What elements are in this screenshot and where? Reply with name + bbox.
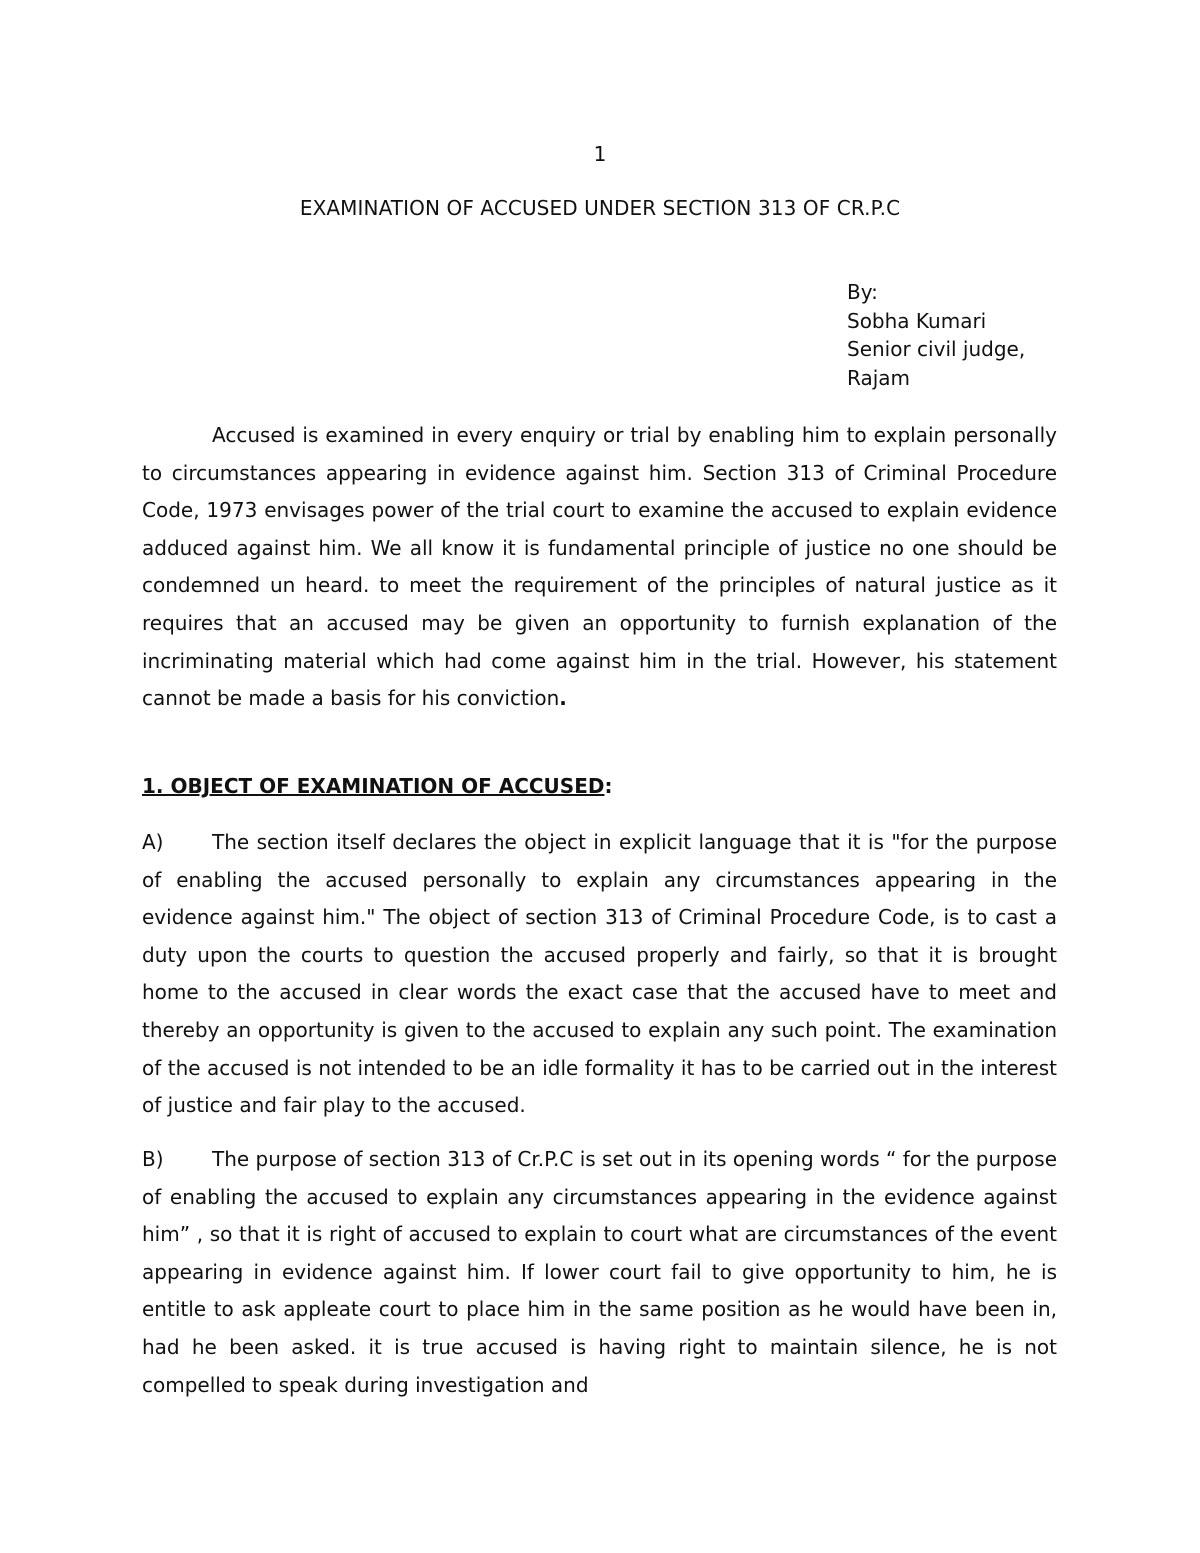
- paragraph-b-marker: B): [142, 1147, 164, 1171]
- author-place: Rajam: [847, 365, 911, 390]
- section-heading-suffix: :: [604, 774, 613, 798]
- paragraph-a: [142, 824, 1057, 1125]
- section-heading: [142, 774, 612, 798]
- paragraph-b: [142, 1141, 1057, 1404]
- intro-end-mark: .: [559, 686, 567, 711]
- paragraph-a-text: The section itself declares the object in explicit language that it is "for the purpose of enabling the accused personally to explain any circumstances appearing in the evidence against him." The object of section 313 of Criminal Procedure Code, is to cast a duty upon the courts to question the accused properly and fairly, so that it is brought home to the accused in clear words the exact case that the accused have to meet and thereby an opportunity is given to the accused to explain any such point. The examination of the accused is not intended to be an idle formality it has to be carried out in the interest of justice and fair play to the accused.: [142, 830, 1057, 1118]
- author-designation: Senior civil judge,: [847, 337, 1026, 361]
- paragraph-a-marker: A): [142, 830, 164, 854]
- paragraph-b-text: The purpose of section 313 of Cr.P.C is set out in its opening words “ for the purpose of enabling the accused to explain any circumstances appearing in the evidence against him” , so that it is right of accused to explain to court what are circumstances of the event appearing in evidence against him. If lower court fail to give opportunity to him, he is entitle to ask appleate court to place him in the same position as he would have been in, had he been asked. it is true accused is having right to maintain silence, he is not compelled to speak during investigation and: [142, 1147, 1057, 1397]
- section-heading-text: 1. OBJECT OF EXAMINATION OF ACCUSED: [142, 774, 605, 798]
- author-name: Sobha Kumari: [847, 308, 987, 333]
- author-block: [847, 278, 1025, 392]
- page-number: 1: [593, 142, 607, 166]
- document-title: EXAMINATION OF ACCUSED UNDER SECTION 313 OF CR.P.C: [299, 196, 901, 220]
- intro-text: Accused is examined in every enquiry or trial by enabling him to explain personally to circumstances appearing in evidence against him. Section 313 of Criminal Procedure Code, 1973 envisages power of the trial court to examine the accused to explain evidence adduced against him. We all know it is fundamental principle of justice no one should be condemned un heard. to meet the requirement of the principles of natural justice as it requires that an accused may be given an opportunity to furnish explanation of the incriminating material which had come against him in the trial. However, his statement cannot be made a basis for his conviction: [142, 423, 1057, 711]
- author-by-label: By:: [847, 280, 878, 304]
- intro-paragraph: [142, 417, 1057, 718]
